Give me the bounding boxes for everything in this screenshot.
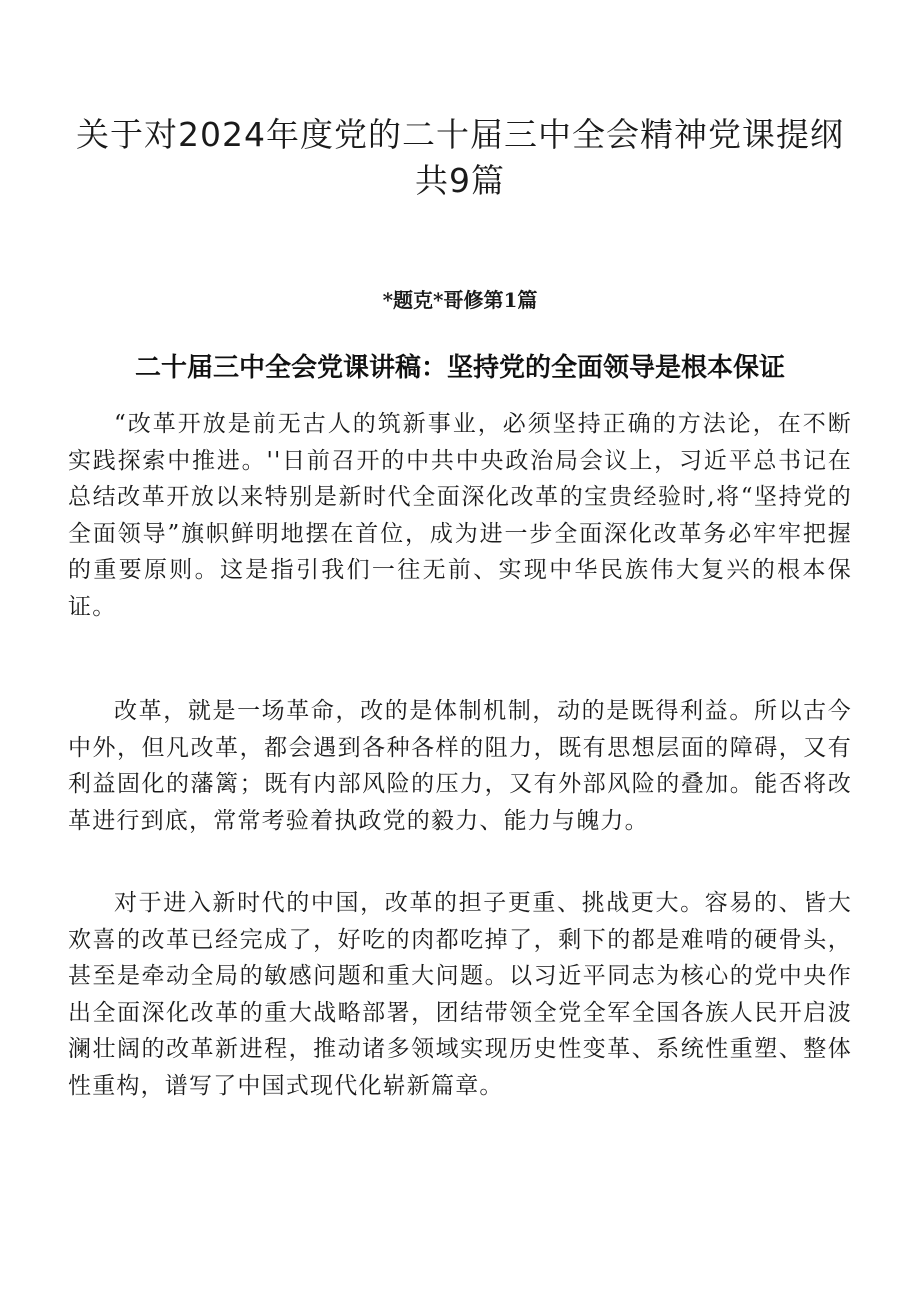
body-paragraph: “改革开放是前无古人的筑新事业，必须坚持正确的方法论，在不断实践探索中推进。''日前召开的中共中央政治局会议上，习近平总书记在总结改革开放以来特别是新时代全面深化改革的宝贵经验时,将“坚持党的全面领导”旗帜鲜明地摆在首位，成为进一步全面深化改革务必牢牢把握的重要原则。这是指引我们一往无前、实现中华民族伟大复兴的根本保证。 xyxy=(68,411,852,620)
body-paragraph: 改革，就是一场革命，改的是体制机制，动的是既得利益。所以古今中外，但凡改革，都会遇到各种各样的阻力，既有思想层面的障碍，又有利益固化的藩篱；既有内部风险的压力，又有外部风险的叠加。能否将改革进行到底，常常考验着执政党的毅力、能力与魄力。 xyxy=(68,698,852,834)
section-label: *题克*哥修第1篇 xyxy=(382,288,538,312)
article-heading: 二十届三中全会党课讲稿：坚持党的全面领导是根本保证 xyxy=(134,353,785,383)
document-title: 关于对2024年度党的二十届三中全会精神党课提纲共9篇 xyxy=(76,115,844,200)
body-paragraph: 对于进入新时代的中国，改革的担子更重、挑战更大。容易的、皆大欢喜的改革已经完成了，好吃的肉都吃掉了，剩下的都是难啃的硬骨头，甚至是牵动全局的敏感问题和重大问题。以习近平同志为核心的党中央作出全面深化改革的重大战略部署，团结带领全党全军全国各族人民开启波澜壮阔的改革新进程，推动诸多领域实现历史性变革、系统性重塑、整体性重构，谱写了中国式现代化崭新篇章。 xyxy=(68,890,852,1099)
